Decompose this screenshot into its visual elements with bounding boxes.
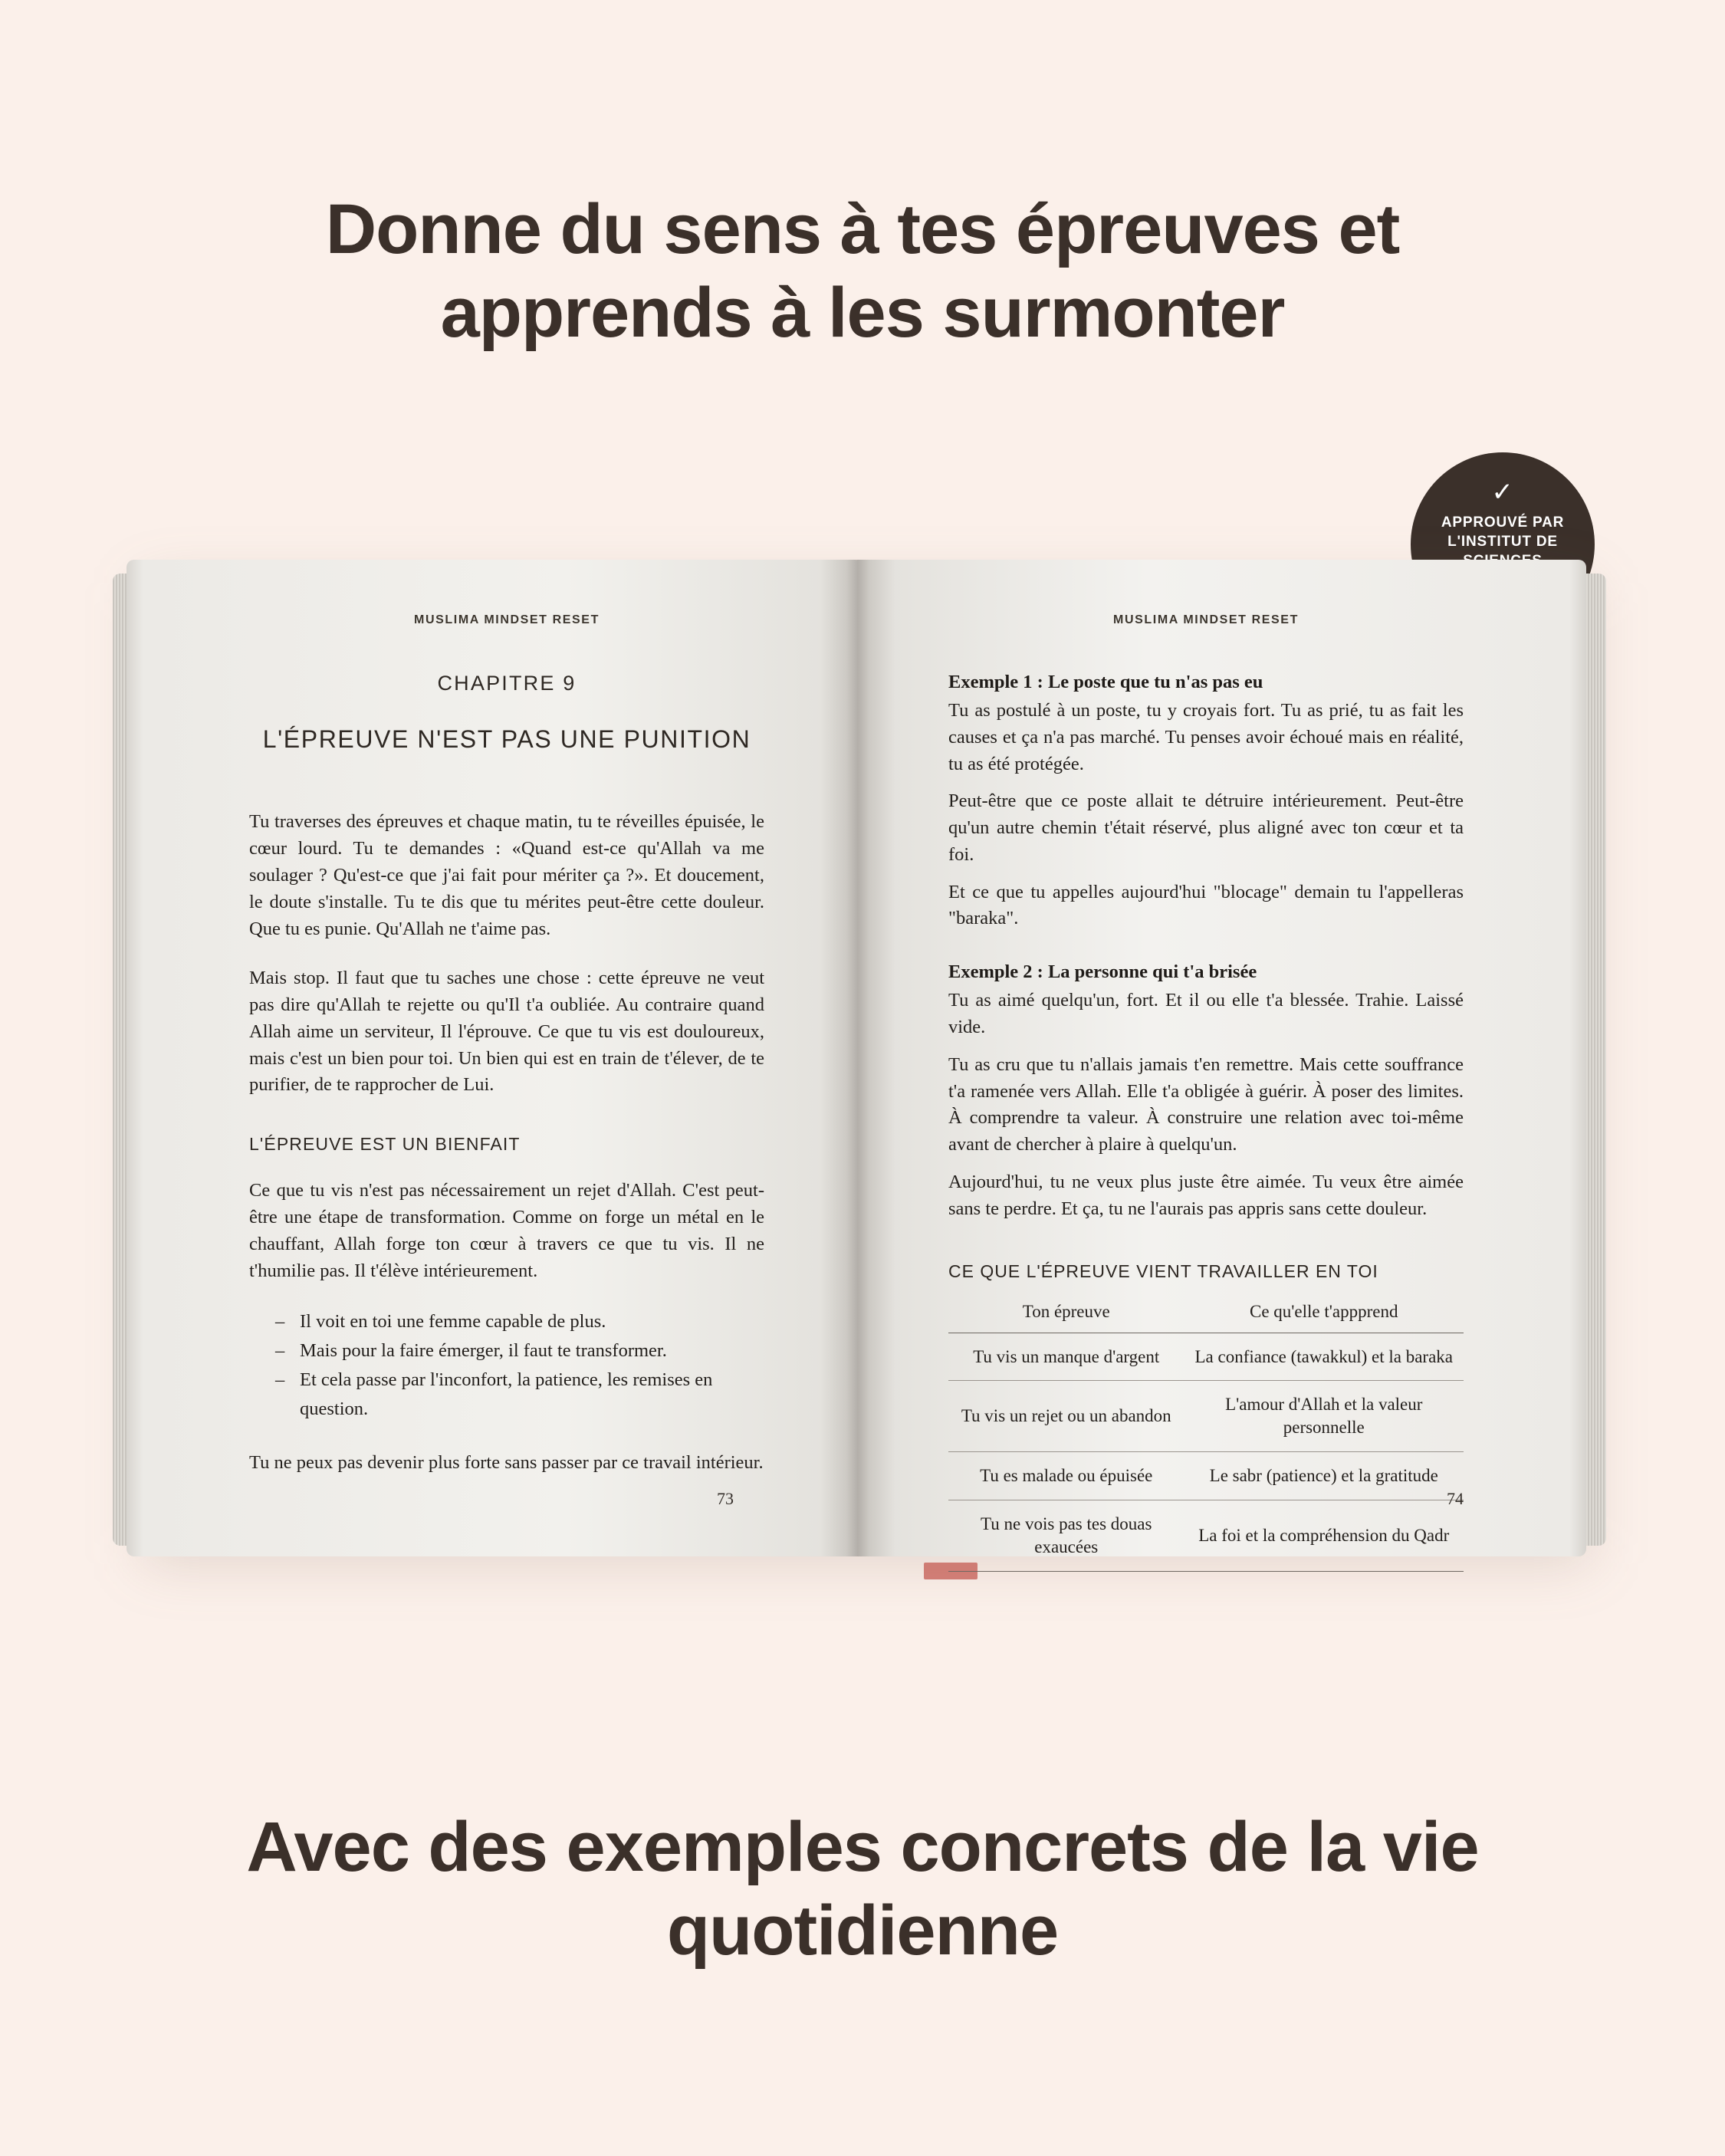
chapter-label: CHAPITRE 9	[437, 672, 577, 695]
left-subheading: L'ÉPREUVE EST UN BIENFAIT	[249, 1134, 521, 1155]
left-paragraph-2: Mais stop. Il faut que tu saches une chose : cette épreuve ne veut pas dire qu'Allah te rejette ou qu'Il t'a oubliée. Au contraire quand Allah aime un serviteur, Il l'éprouve. Ce que tu vis est douloureux, mais c'est un bien pour toi. Un bien qui est en train de t'élever, de te purifier, de te rapprocher de Lui.	[249, 968, 764, 1096]
example-2-paragraph-1: Tu as aimé quelqu'un, fort. Et il ou elle t'a blessée. Trahie. Laissé vide.	[948, 990, 1464, 1038]
left-paragraph-3: Ce que tu vis n'est pas nécessairement un rejet d'Allah. C'est peut-être une étape de transformation. Comme on forge un métal en le chauffant, Allah forge ton cœur à travers ce que tu vis. Il ne t'humilie pas. Il t'élève intérieurement.	[249, 1180, 764, 1281]
check-icon: ✓	[1491, 478, 1514, 508]
headline-bottom-line-2: quotidienne	[666, 1891, 1059, 1970]
book-edge-left	[113, 574, 128, 1546]
open-book	[127, 560, 1602, 1572]
badge-line-1: APPROUVÉ PAR	[1441, 514, 1565, 531]
list-item: – Et cela passe par l'inconfort, la patience, les remises en question.	[275, 1366, 764, 1424]
table-cell-apprend: La confiance (tawakkul) et la baraka	[1184, 1333, 1464, 1381]
headline-top-line-2: apprends à les surmonter	[440, 273, 1285, 352]
table-cell-apprend: Le sabr (patience) et la gratitude	[1184, 1452, 1464, 1500]
example-2-paragraph-2: Tu as cru que tu n'allais jamais t'en remettre. Mais cette souffrance t'a ramenée vers Allah. Elle t'a obligée à guérir. À poser des limites. À comprendre ta valeur. À construire une relation avec toi-même avant de chercher à plaire à quelqu'un.	[948, 1053, 1464, 1155]
table-cell-epreuve: Tu ne vois pas tes douas exaucées	[948, 1500, 1184, 1572]
table-cell-apprend: La foi et la compréhension du Qadr	[1184, 1500, 1464, 1572]
page-number-left: 73	[717, 1489, 734, 1508]
right-page	[856, 560, 1586, 1556]
left-bullet-list	[249, 1307, 764, 1424]
table-row	[948, 1500, 1464, 1572]
promo-headline-bottom	[0, 1806, 1725, 1972]
example-1-paragraph-1: Tu as postulé à un poste, tu y croyais fort. Tu as prié, tu as fait les causes et ça n'a pas marché. Tu penses avoir échoué mais en réalité, tu as été protégée.	[948, 700, 1464, 774]
running-head-left: MUSLIMA MINDSET RESET	[414, 613, 600, 626]
table-row	[948, 1452, 1464, 1500]
example-2-title: Exemple 2 : La personne qui t'a brisée	[948, 961, 1257, 983]
promo-headline-top	[0, 188, 1725, 354]
example-2-paragraph-3: Aujourd'hui, tu ne veux plus juste être aimée. Tu veux être aimée sans te perdre. Et ça, tu ne l'aurais pas appris sans cette douleur.	[948, 1171, 1464, 1219]
chapter-title: L'ÉPREUVE N'EST PAS UNE PUNITION	[262, 725, 751, 753]
table-row	[948, 1333, 1464, 1381]
table-cell-epreuve: Tu vis un rejet ou un abandon	[948, 1381, 1184, 1452]
running-head-right: MUSLIMA MINDSET RESET	[1113, 613, 1299, 626]
left-closing-paragraph: Tu ne peux pas devenir plus forte sans passer par ce travail intérieur.	[249, 1452, 764, 1474]
book-edge-right	[1586, 574, 1606, 1546]
page-number-right: 74	[1447, 1489, 1464, 1508]
table-column-header-apprend: Ce qu'elle t'appprend	[1184, 1302, 1464, 1333]
left-page	[127, 560, 856, 1556]
example-1-title: Exemple 1 : Le poste que tu n'as pas eu	[948, 672, 1263, 692]
left-paragraph-1: Tu traverses des épreuves et chaque matin, tu te réveilles épuisée, le cœur lourd. Tu te demandes : «Quand est-ce qu'Allah va me soulager ? Qu'est-ce que j'ai fait pour mériter ça ?». Et doucement, le doute s'installe. Tu te dis que tu mérites peut-être cette douleur. Que tu es punie. Qu'Allah ne t'aime pas.	[249, 811, 764, 939]
example-1-paragraph-2: Peut-être que ce poste allait te détruire intérieurement. Peut-être qu'un autre chemin t'était réservé, plus aligné avec ton cœur et ta foi.	[948, 790, 1464, 865]
table-cell-apprend: L'amour d'Allah et la valeur personnelle	[1184, 1381, 1464, 1452]
badge-line-2: L'INSTITUT DE	[1447, 534, 1558, 551]
headline-bottom-line-1: Avec des exemples concrets de la vie	[246, 1808, 1479, 1886]
table-title: CE QUE L'ÉPREUVE VIENT TRAVAILLER EN TOI	[948, 1260, 1378, 1281]
list-item: – Il voit en toi une femme capable de plus.	[275, 1307, 764, 1336]
epreuve-table	[948, 1302, 1464, 1572]
example-1-paragraph-3: Et ce que tu appelles aujourd'hui "blocage" demain tu l'appelleras "baraka".	[948, 881, 1464, 929]
table-row	[948, 1381, 1464, 1452]
headline-top-line-1: Donne du sens à tes épreuves et	[325, 190, 1400, 268]
list-item: – Mais pour la faire émerger, il faut te transformer.	[275, 1336, 764, 1366]
table-cell-epreuve: Tu vis un manque d'argent	[948, 1333, 1184, 1381]
table-header-row	[948, 1302, 1464, 1333]
table-column-header-epreuve: Ton épreuve	[948, 1302, 1184, 1333]
table-cell-epreuve: Tu es malade ou épuisée	[948, 1452, 1184, 1500]
